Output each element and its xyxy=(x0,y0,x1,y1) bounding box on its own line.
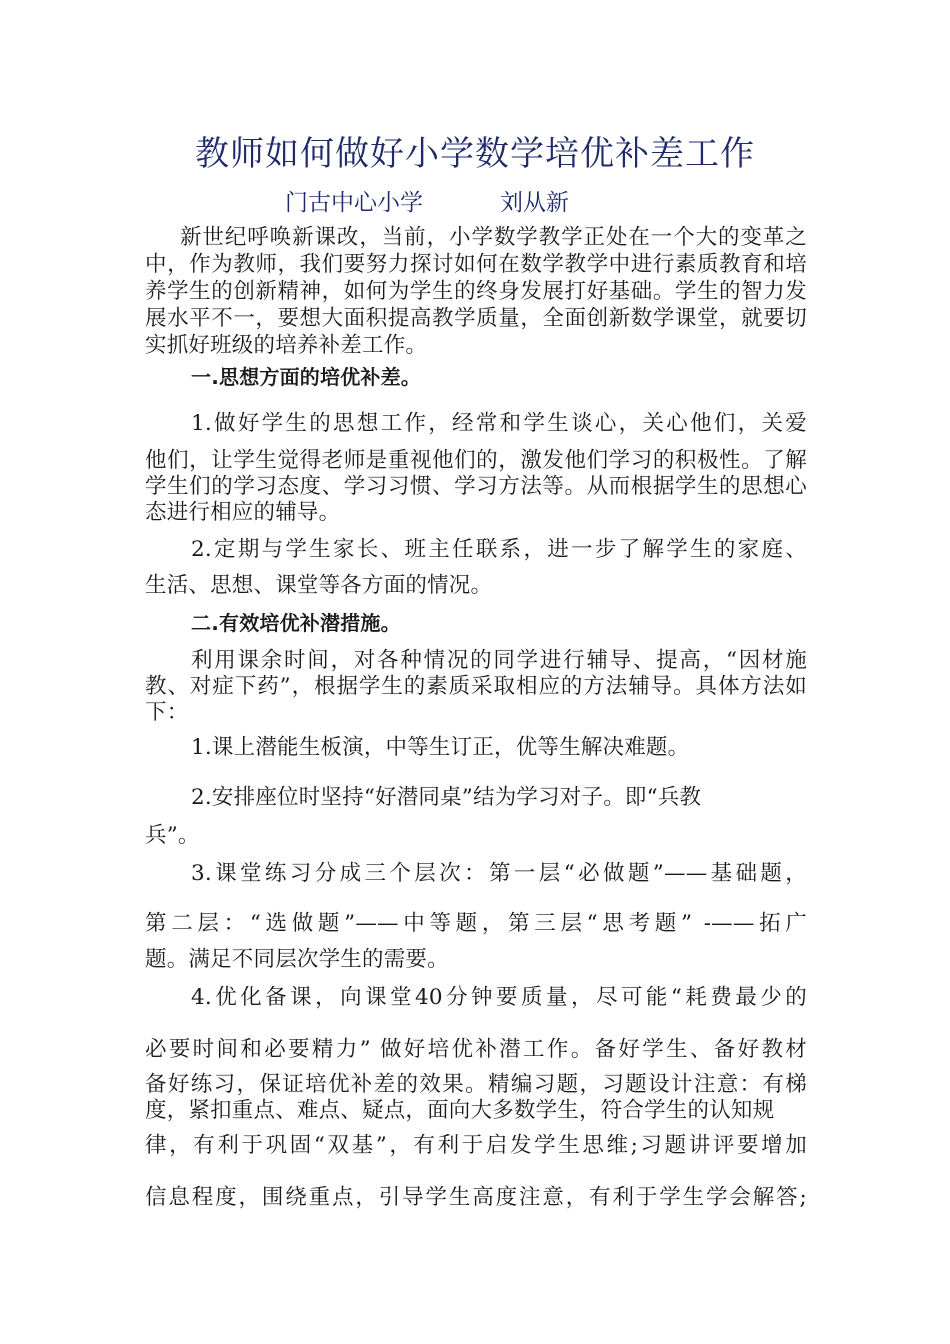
item-2-4-fifth-line: 律，有利于巩固“双基”，有利于启发学生思维;习题讲评要增加 xyxy=(145,1133,807,1158)
item-2-3-first-line: 3.课堂练习分成三个层次：第一层“必做题”——基础题， xyxy=(191,861,807,886)
school-name: 门古中心小学 xyxy=(285,190,423,216)
item-2-1: 1.课上潜能生板演，中等生订正，优等生解决难题。 xyxy=(191,735,690,760)
document-title: 教师如何做好小学数学培优补差工作 xyxy=(195,134,755,174)
item-2-2-first-line: 2.安排座位时坚持“好潜同桌”结为学习对子。即“兵教 xyxy=(191,785,702,810)
item-2-4-first-line: 4.优化备课，向课堂40分钟要质量，尽可能“耗费最少的 xyxy=(191,985,807,1010)
item-2-2-continued: 兵”。 xyxy=(145,823,200,848)
item-2-3-second-line: 第二层：“选做题”——中等题，第三层“思考题” -——拓广 xyxy=(145,911,807,936)
section-2-intro: 利用课余时间，对各种情况的同学进行辅导、提高，“因材施教、对症下药”，根据学生的素质采取相应的方法辅导。具体方法如下： xyxy=(145,648,807,725)
author-name: 刘从新 xyxy=(500,190,569,216)
item-2-4-second-line: 必要时间和必要精力” 做好培优补潜工作。备好学生、备好教材 xyxy=(145,1037,807,1062)
intro-paragraph: 新世纪呼唤新课改，当前，小学数学教学正处在一个大的变革之中，作为教师，我们要努力探讨如何在数学教学中进行素质教育和培养学生的创新精神，如何为学生的终身发展打好基础。学生的智力发展水平不一，要想大面积提高教学质量，全面创新数学课堂，就要切实抓好班级的培养补差工作。 xyxy=(145,225,807,358)
item-1-1-first-line: 1.做好学生的思想工作，经常和学生谈心，关心他们，关爱 xyxy=(191,411,807,436)
item-2-4-third-lines: 备好练习，保证培优补差的效果。精编习题，习题设计注意：有梯度，紧扣重点、难点、疑点，面向大多数学生，符合学生的认知规 xyxy=(145,1072,807,1123)
item-1-2-continued: 生活、思想、课堂等各方面的情况。 xyxy=(145,573,493,598)
item-1-2-first-line: 2.定期与学生家长、班主任联系，进一步了解学生的家庭、 xyxy=(191,537,807,562)
item-1-1-continued: 他们，让学生觉得老师是重视他们的，激发他们学习的积极性。了解学生们的学习态度、学习习惯、学习方法等。从而根据学生的思想心态进行相应的辅导。 xyxy=(145,448,807,525)
item-2-4-sixth-line: 信息程度，围绕重点，引导学生高度注意，有利于学生学会解答; xyxy=(145,1185,807,1210)
item-2-3-third-line: 题。满足不同层次学生的需要。 xyxy=(145,947,449,972)
section-heading-2: 二.有效培优补潜措施。 xyxy=(191,611,401,635)
section-heading-1: 一.思想方面的培优补差。 xyxy=(191,365,421,389)
